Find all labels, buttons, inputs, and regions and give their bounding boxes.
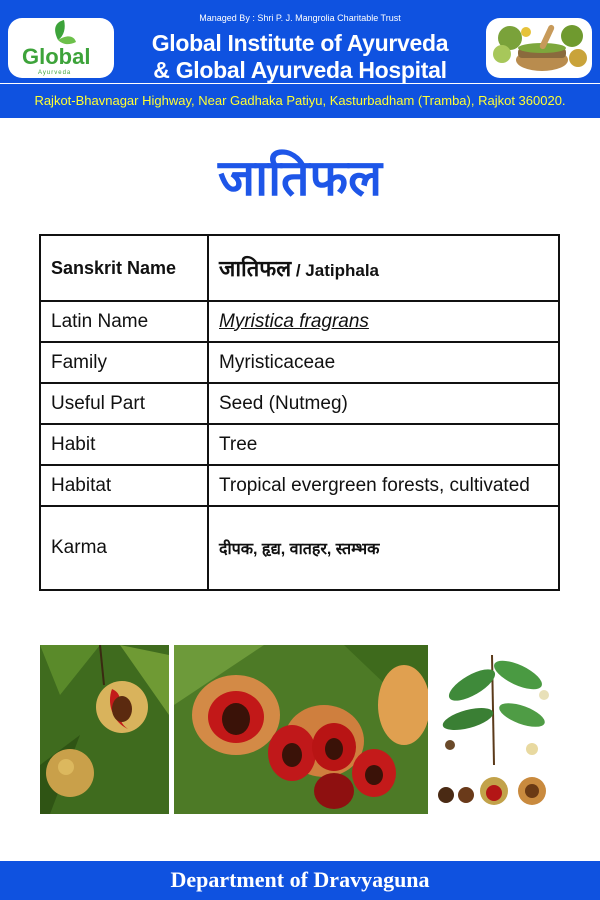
nutmeg-fruit-on-tree-photo [40, 645, 169, 814]
sanskrit-value-latin: / Jatiphala [291, 261, 380, 280]
row-value: Seed (Nutmeg) [208, 383, 559, 424]
logo-text: Global [22, 44, 91, 69]
address-bar: Rajkot-Bhavnagar Highway, Near Gadhaka Patiyu, Kasturbadham (Tramba), Rajkot 360020. [0, 84, 600, 118]
table-row [40, 342, 559, 383]
latin-name-value: Myristica fragrans [219, 310, 369, 332]
table-row [40, 465, 559, 506]
botanical-illustration [432, 645, 560, 814]
row-label: Karma [40, 506, 208, 590]
nutmeg-mace-photo [174, 645, 428, 814]
row-label: Family [40, 342, 208, 383]
row-label: Habitat [40, 465, 208, 506]
table-row [40, 235, 559, 301]
row-value: Tropical evergreen forests, cultivated [208, 465, 559, 506]
row-value: Myristicaceae [208, 342, 559, 383]
sanskrit-value-devanagari: जातिफल [219, 256, 292, 281]
row-value: Tree [208, 424, 559, 465]
page-title: जातिफल [218, 150, 382, 206]
hospital-title: & Global Ayurveda Hospital [153, 57, 447, 83]
managed-by-text: Managed By : Shri P. J. Mangrolia Charitable Trust [199, 13, 401, 23]
row-label: Useful Part [40, 383, 208, 424]
institute-title: Global Institute of Ayurveda [151, 30, 449, 56]
table-row [40, 506, 559, 590]
herb-info-table [39, 234, 560, 591]
row-value [208, 301, 559, 342]
karma-value: दीपक, हृद्य, वातहर, स्तम्भक [208, 506, 559, 590]
row-label: Habit [40, 424, 208, 465]
logo-subtext: Ayurveda [38, 70, 72, 76]
sanskrit-name-value [208, 235, 559, 301]
row-label: Latin Name [40, 301, 208, 342]
table-row [40, 383, 559, 424]
table-row [40, 301, 559, 342]
table-row [40, 424, 559, 465]
department-footer: Department of Dravyaguna [0, 861, 600, 900]
sanskrit-name-label: Sanskrit Name [40, 235, 208, 301]
